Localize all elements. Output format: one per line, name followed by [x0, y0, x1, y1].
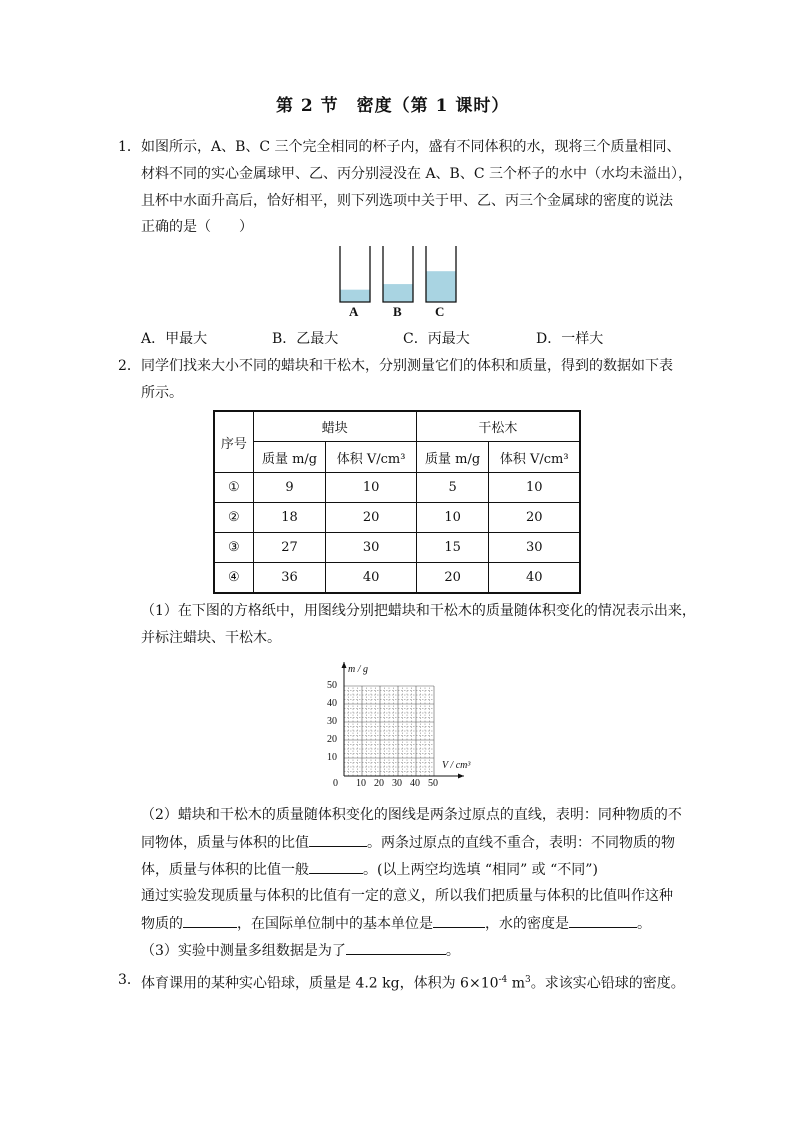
- table-subheader-wax-mass: 质量 m/g: [253, 442, 326, 473]
- q2-part2-line-3-text: 体，质量与体积的比值一般: [141, 862, 309, 878]
- cup-water-c: [426, 271, 456, 302]
- q1-line-3: 且杯中水面升高后，恰好相平，则下列选项中关于甲、乙、丙三个金属球的密度的说法: [141, 193, 673, 209]
- q2-part3-text: （3）实验中测量多组数据是为了: [141, 943, 346, 959]
- x-tick-label: 50: [428, 778, 438, 789]
- q2-part1-line-1: （1）在下图的方格纸中，用图线分别把蜡块和干松木的质量随体积变化的情况表示出来，: [141, 603, 696, 619]
- q2-part2-line-2-text: 同物体，质量与体积的比值: [141, 835, 309, 851]
- q2-part2-line-4: 通过实验发现质量与体积的比值有一定的意义，所以我们把质量与体积的比值叫作这种: [141, 888, 673, 904]
- wood-mass-cell: 15: [416, 533, 489, 563]
- cup-water-b: [383, 284, 413, 302]
- data-table: [213, 410, 581, 594]
- q3-exponent-2: 3: [525, 975, 531, 985]
- wood-volume-cell: 10: [489, 473, 580, 503]
- y-tick-label: 40: [327, 698, 337, 709]
- grid-origin: 0: [333, 778, 338, 789]
- row-index: ②: [214, 503, 253, 533]
- q1-option-a: A．甲最大: [141, 331, 208, 347]
- q2-part2-line-5: [141, 913, 651, 934]
- q2-part1-line-2: 并标注蜡块、干松木。: [141, 630, 281, 646]
- q1-option-d: D．一样大: [536, 331, 604, 347]
- y-tick-label: 50: [327, 680, 337, 691]
- table-header-index: 序号: [214, 411, 253, 473]
- y-axis-arrow: [342, 662, 347, 668]
- table-subheader-wood-volume: 体积 V/cm³: [489, 442, 580, 473]
- wood-mass-cell: 20: [416, 563, 489, 594]
- x-tick-label: 30: [392, 778, 402, 789]
- q2-part3-line: [141, 940, 460, 961]
- answer-blank-6[interactable]: [346, 940, 446, 955]
- x-tick-label: 40: [410, 778, 420, 789]
- wax-mass-cell: 18: [253, 503, 326, 533]
- table-row: [214, 563, 580, 594]
- y-tick-label: 20: [327, 734, 337, 745]
- answer-blank-3[interactable]: [183, 913, 237, 928]
- q2-part2-line-2: [141, 832, 675, 853]
- grid-x-label: V / cm³: [442, 760, 471, 771]
- q2-part3-end: 。: [445, 943, 460, 959]
- table-subheader-wax-volume: 体积 V/cm³: [326, 442, 417, 473]
- q2-part2-line-5-a: 物质的: [141, 916, 183, 932]
- row-index: ①: [214, 473, 253, 503]
- wax-volume-cell: 40: [326, 563, 417, 594]
- q2-part2-line-2-rest: 。两条过原点的直线不重合，表明：不同物质的物: [367, 835, 675, 851]
- table-row: [214, 473, 580, 503]
- y-tick-label: 30: [327, 716, 337, 727]
- wax-mass-cell: 36: [253, 563, 326, 594]
- answer-blank-5[interactable]: [569, 913, 637, 928]
- q3-exponent: -4: [498, 975, 508, 985]
- y-tick-label: 10: [327, 752, 337, 763]
- q2-line-2: 所示。: [141, 385, 183, 401]
- q1-line-4: 正确的是（ ）: [141, 219, 253, 235]
- q1-line-1: 如图所示，A、B、C 三个完全相同的杯子内，盛有不同体积的水，现将三个质量相同、: [141, 139, 681, 155]
- q2-number: 2．: [118, 358, 141, 374]
- q2-part2-line-3: [141, 859, 598, 880]
- wax-volume-cell: 10: [326, 473, 417, 503]
- wax-volume-cell: 30: [326, 533, 417, 563]
- q1-option-b: B．乙最大: [272, 331, 339, 347]
- wood-volume-cell: 20: [489, 503, 580, 533]
- q2-part2-line-5-b: ，在国际单位制中的基本单位是: [237, 916, 433, 932]
- cup-water-a: [340, 290, 370, 302]
- row-index: ④: [214, 563, 253, 594]
- cup-label-c: C: [435, 304, 445, 319]
- grid-y-label: m / g: [348, 664, 368, 675]
- q3-line: [141, 970, 685, 994]
- wax-mass-cell: 9: [253, 473, 326, 503]
- q2-line-1: 同学们找来大小不同的蜡块和干松木，分别测量它们的体积和质量，得到的数据如下表: [141, 358, 673, 374]
- q3-number: 3．: [118, 972, 141, 988]
- q1-number: 1．: [118, 139, 141, 155]
- q3-text-b: m: [507, 975, 526, 992]
- q2-part2-line-3-rest: 。(以上两空均选填 “相同” 或 “不同”): [363, 862, 598, 878]
- wood-volume-cell: 30: [489, 533, 580, 563]
- row-index: ③: [214, 533, 253, 563]
- table-row: [214, 503, 580, 533]
- table-row: [214, 533, 580, 563]
- cup-label-a: A: [349, 304, 359, 319]
- table-header-wood: 干松木: [416, 411, 580, 442]
- q1-option-c: C．丙最大: [403, 331, 470, 347]
- q3-text-a: 体育课用的某种实心铅球，质量是 4.2 kg，体积为 6×10: [141, 975, 499, 992]
- answer-blank-4[interactable]: [433, 913, 485, 928]
- q1-line-2: 材料不同的实心金属球甲、乙、丙分别浸没在 A、B、C 三个杯子的水中（水均未溢出），: [141, 166, 693, 182]
- x-axis-arrow: [458, 774, 464, 779]
- wax-mass-cell: 27: [253, 533, 326, 563]
- table-subheader-wood-mass: 质量 m/g: [416, 442, 489, 473]
- wax-volume-cell: 20: [326, 503, 417, 533]
- q2-part2-line-5-c: ，水的密度是: [485, 916, 569, 932]
- answer-blank-1[interactable]: [309, 832, 367, 847]
- wood-volume-cell: 40: [489, 563, 580, 594]
- cup-label-b: B: [393, 304, 402, 319]
- q2-part2-line-5-d: 。: [637, 916, 651, 932]
- wood-mass-cell: 10: [416, 503, 489, 533]
- answer-blank-2[interactable]: [309, 859, 363, 874]
- q2-part2-line-1: （2）蜡块和干松木的质量随体积变化的图线是两条过原点的直线，表明：同种物质的不: [141, 807, 682, 823]
- table-header-wax: 蜡块: [253, 411, 416, 442]
- x-tick-label: 10: [356, 778, 366, 789]
- wood-mass-cell: 5: [416, 473, 489, 503]
- x-tick-label: 20: [374, 778, 384, 789]
- page-title: 第 2 节 密度（第 1 课时）: [276, 96, 510, 116]
- q3-text-c: 。求该实心铅球的密度。: [530, 975, 685, 992]
